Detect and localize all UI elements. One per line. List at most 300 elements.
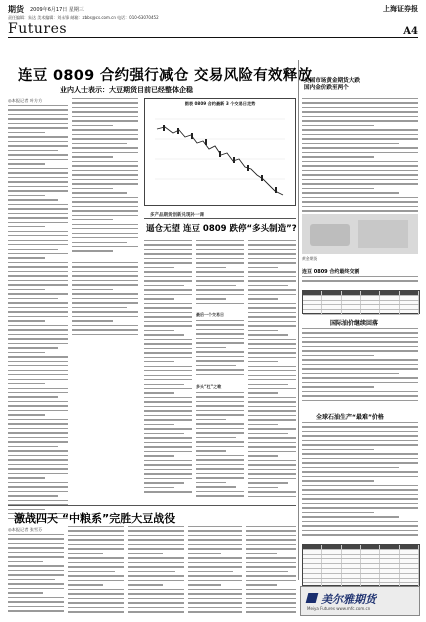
text-line: [302, 138, 418, 139]
text-line: [196, 276, 244, 277]
text-line: [196, 244, 244, 245]
text-line: [302, 368, 418, 369]
text-line: [248, 249, 296, 250]
text-line: [8, 477, 45, 478]
text-line: [246, 580, 296, 581]
table-cell: [361, 291, 380, 295]
table-cell: [380, 569, 399, 573]
text-line: [8, 235, 68, 236]
text-line: [128, 571, 175, 572]
text-line: [8, 226, 45, 227]
text-line: [8, 114, 68, 115]
middle-col-headline: 连豆 0809 合约最终交割: [302, 269, 360, 275]
text-line: [302, 431, 418, 432]
feature-col2c: [196, 392, 244, 502]
text-line: [8, 383, 45, 384]
text-line: [68, 566, 124, 567]
text-line: [302, 192, 399, 193]
text-line: [248, 415, 296, 416]
text-line: [302, 161, 418, 162]
page-number: A4: [403, 26, 418, 37]
table-cell: [322, 564, 341, 568]
text-line: [144, 406, 192, 407]
text-line: [302, 521, 418, 522]
text-line: [144, 249, 192, 250]
bottom-headline: 激战四天 “中粮系”完胜大豆战役: [14, 512, 176, 525]
text-line: [68, 557, 124, 558]
text-line: [196, 401, 244, 402]
text-line: [8, 570, 64, 571]
bottom-col4: [188, 526, 242, 618]
bottom-byline: ◎本报记者 张雪芬: [8, 527, 43, 532]
text-line: [8, 405, 68, 406]
text-line: [196, 347, 226, 348]
text-line: [248, 262, 296, 263]
text-line: [68, 580, 124, 581]
text-line: [8, 105, 68, 106]
table-cell: [380, 305, 399, 309]
feature-headline: 逼仓无望 连豆 0809 跌停“多头制造”?: [146, 224, 297, 234]
text-line: [72, 289, 113, 290]
text-line: [144, 464, 192, 465]
table-cell: [342, 579, 361, 583]
text-line: [196, 338, 244, 339]
lead-article-col2-cont: [72, 262, 138, 342]
table-cell: [361, 579, 380, 583]
text-line: [144, 433, 184, 434]
text-line: [144, 401, 192, 402]
text-line: [248, 285, 288, 286]
text-line: [302, 435, 418, 436]
feature-col2b: [196, 320, 244, 382]
table-cell: [380, 579, 399, 583]
text-line: [196, 455, 244, 456]
brand-logo-icon: [306, 593, 319, 603]
text-line: [72, 165, 138, 166]
text-line: [144, 478, 192, 479]
text-line: [8, 163, 45, 164]
text-line: [72, 210, 138, 211]
right-article-2: [302, 328, 418, 408]
table-cell: [342, 545, 361, 549]
text-line: [196, 441, 244, 442]
text-line: [72, 134, 138, 135]
text-line: [72, 302, 138, 303]
text-line: [8, 289, 45, 290]
text-line: [8, 432, 68, 433]
text-line: [8, 177, 68, 178]
text-line: [248, 455, 278, 456]
text-line: [72, 201, 138, 202]
text-line: [72, 224, 138, 225]
text-line: [196, 324, 244, 325]
bottom-col1: [8, 534, 64, 618]
text-line: [8, 199, 58, 200]
text-line: [72, 111, 138, 112]
table-cell: [303, 545, 322, 549]
table-cell: [342, 574, 361, 578]
table-cell: [322, 550, 341, 554]
text-line: [196, 459, 244, 460]
text-line: [246, 575, 296, 576]
table-cell: [361, 310, 380, 314]
text-line: [72, 293, 138, 294]
text-line: [72, 271, 138, 272]
text-line: [8, 284, 68, 285]
text-line: [248, 321, 296, 322]
table-cell: [303, 550, 322, 554]
text-line: [128, 539, 184, 540]
text-line: [196, 374, 244, 375]
text-line: [8, 253, 68, 254]
text-line: [8, 552, 64, 553]
text-line: [302, 206, 418, 207]
text-line: [302, 98, 418, 99]
text-line: [248, 271, 296, 272]
right-headline-3: 全球石油生产“最难”价格: [316, 414, 384, 421]
text-line: [246, 548, 296, 549]
text-line: [302, 386, 374, 387]
table-cell: [361, 550, 380, 554]
text-line: [8, 168, 68, 169]
text-line: [144, 469, 192, 470]
text-line: [144, 451, 192, 452]
text-line: [248, 339, 296, 340]
text-line: [8, 450, 68, 451]
text-line: [302, 426, 418, 427]
text-line: [196, 423, 244, 424]
text-line: [128, 553, 163, 554]
text-line: [196, 369, 244, 370]
text-line: [196, 333, 244, 334]
text-line: [8, 423, 68, 424]
text-line: [72, 152, 138, 153]
text-line: [8, 414, 45, 415]
text-line: [8, 262, 68, 263]
text-line: [72, 250, 113, 251]
text-line: [72, 161, 138, 162]
table-cell: [342, 301, 361, 305]
lead-headline: 连豆 0809 合约强行减仓 交易风险有效释放: [18, 68, 313, 84]
text-line: [196, 450, 226, 451]
text-line: [8, 370, 68, 371]
text-line: [248, 289, 296, 290]
table-cell: [342, 296, 361, 300]
text-line: [302, 129, 418, 130]
right-article-3: [302, 422, 418, 542]
text-line: [196, 320, 244, 321]
text-line: [144, 352, 192, 353]
editor-line: 责任编辑：朱达 美术编辑：刘永锋 邮箱：zbbs@cs.com.cn 电话：010-63070452: [8, 15, 159, 20]
text-line: [196, 405, 244, 406]
issue-date: 2009年6月17日 星期三: [30, 6, 84, 13]
text-line: [302, 494, 418, 495]
table-cell: [400, 301, 419, 305]
text-line: [302, 120, 418, 121]
text-line: [144, 375, 192, 376]
text-line: [196, 351, 244, 352]
right-article-1: [302, 98, 418, 216]
text-line: [144, 415, 192, 416]
text-line: [246, 593, 296, 594]
text-line: [302, 503, 418, 504]
text-line: [8, 222, 68, 223]
text-line: [248, 298, 278, 299]
text-line: [248, 303, 296, 304]
text-line: [8, 561, 43, 562]
text-line: [8, 123, 68, 124]
text-line: [8, 547, 64, 548]
text-line: [248, 276, 296, 277]
text-line: [248, 392, 278, 393]
text-line: [8, 379, 68, 380]
text-line: [188, 611, 242, 612]
text-line: [196, 491, 244, 492]
text-line: [144, 410, 192, 411]
text-line: [248, 460, 296, 461]
text-line: [248, 267, 278, 268]
text-line: [144, 424, 174, 425]
text-line: [144, 280, 192, 281]
text-line: [8, 141, 68, 142]
text-line: [196, 432, 244, 433]
text-line: [128, 580, 184, 581]
text-line: [8, 159, 68, 160]
text-line: [248, 406, 296, 407]
table-cell: [303, 564, 322, 568]
text-line: [144, 307, 192, 308]
text-line: [144, 253, 192, 254]
paper-name: 上海证券报: [383, 4, 418, 13]
text-line: [188, 557, 242, 558]
bottom-col3: [128, 526, 184, 618]
text-line: [8, 244, 68, 245]
text-line: [72, 325, 138, 326]
text-line: [144, 294, 192, 295]
text-line: [302, 337, 418, 338]
text-line: [68, 530, 124, 531]
text-line: [188, 607, 242, 608]
text-line: [8, 145, 68, 146]
text-line: [72, 275, 138, 276]
text-line: [302, 467, 399, 468]
text-line: [72, 147, 138, 148]
text-line: [8, 468, 68, 469]
text-line: [72, 188, 113, 189]
table-cell: [380, 555, 399, 559]
section-title-english: Futures: [8, 21, 68, 37]
text-line: [144, 271, 192, 272]
table-cell: [361, 296, 380, 300]
text-line: [8, 410, 68, 411]
text-line: [302, 156, 374, 157]
table-cell: [342, 305, 361, 309]
text-line: [128, 548, 184, 549]
text-line: [196, 428, 244, 429]
text-line: [196, 437, 236, 438]
text-line: [196, 258, 244, 259]
text-line: [144, 276, 192, 277]
text-line: [248, 433, 288, 434]
text-line: [72, 120, 138, 121]
section-name: 期货: [8, 4, 24, 14]
text-line: [144, 303, 192, 304]
text-line: [68, 548, 124, 549]
text-line: [8, 588, 64, 589]
table-cell: [342, 310, 361, 314]
text-line: [246, 553, 277, 554]
text-line: [8, 195, 45, 196]
table-cell: [303, 569, 322, 573]
text-line: [248, 491, 296, 492]
table-cell: [322, 301, 341, 305]
chart-title: 图表 0809 合约最新 3 个交易日走势: [184, 101, 256, 106]
text-line: [68, 584, 103, 585]
text-line: [8, 186, 68, 187]
table-cell: [380, 545, 399, 549]
text-line: [302, 476, 418, 477]
text-line: [248, 361, 278, 362]
text-line: [248, 244, 296, 245]
text-line: [8, 154, 68, 155]
table-cell: [322, 574, 341, 578]
text-line: [8, 302, 68, 303]
bottom-col5: [246, 526, 296, 618]
text-line: [8, 118, 68, 119]
text-line: [188, 566, 242, 567]
text-line: [68, 544, 124, 545]
text-line: [196, 294, 244, 295]
text-line: [248, 366, 296, 367]
text-line: [302, 395, 418, 396]
text-line: [8, 556, 64, 557]
advertisement[interactable]: [300, 586, 420, 616]
table-cell: [400, 559, 419, 563]
table-cell: [322, 296, 341, 300]
text-line: [196, 356, 244, 357]
text-line: [188, 553, 221, 554]
text-line: [128, 602, 184, 603]
text-line: [302, 444, 418, 445]
text-line: [72, 102, 138, 103]
text-line: [8, 334, 68, 335]
text-line: [302, 534, 418, 535]
text-line: [128, 575, 184, 576]
text-line: [248, 451, 296, 452]
table-cell: [342, 555, 361, 559]
table-cell: [303, 579, 322, 583]
table-cell: [400, 574, 419, 578]
text-line: [8, 482, 68, 483]
text-line: [8, 534, 64, 535]
text-line: [72, 170, 138, 171]
photo-caption: 黄金期货: [302, 256, 318, 261]
ad-subtext: Meiya Futures www.mfc.com.cn: [307, 606, 371, 611]
text-line: [246, 535, 296, 536]
table-cell: [303, 559, 322, 563]
table-cell: [361, 305, 380, 309]
text-line: [196, 473, 244, 474]
ad-logo-text: 美尔雅期货: [321, 593, 376, 606]
text-line: [302, 471, 418, 472]
text-line: [72, 298, 138, 299]
text-line: [8, 491, 68, 492]
text-line: [248, 401, 296, 402]
table-cell: [322, 310, 341, 314]
table-cell: [361, 545, 380, 549]
text-line: [302, 346, 418, 347]
text-line: [8, 172, 68, 173]
text-line: [8, 495, 58, 496]
text-line: [188, 593, 242, 594]
text-line: [302, 170, 418, 171]
text-line: [72, 215, 138, 216]
text-line: [144, 357, 192, 358]
text-line: [68, 593, 124, 594]
text-line: [196, 298, 226, 299]
text-line: [8, 240, 68, 241]
table-cell: [380, 291, 399, 295]
table-cell: [322, 305, 341, 309]
text-line: [196, 249, 244, 250]
table-cell: [361, 559, 380, 563]
text-line: [128, 598, 184, 599]
text-line: [302, 440, 418, 441]
text-line: [8, 428, 68, 429]
table-cell: [400, 569, 419, 573]
text-line: [196, 285, 236, 286]
text-line: [302, 183, 418, 184]
chart-canvas: [145, 99, 295, 205]
table-cell: [322, 555, 341, 559]
text-line: [302, 453, 418, 454]
text-line: [248, 437, 296, 438]
table-cell: [342, 564, 361, 568]
text-line: [196, 468, 244, 469]
table-cell: [361, 564, 380, 568]
text-line: [246, 589, 296, 590]
text-line: [196, 253, 244, 254]
text-line: [144, 258, 192, 259]
text-line: [8, 329, 68, 330]
text-line: [8, 486, 68, 487]
text-line: [8, 325, 68, 326]
text-line: [302, 350, 418, 351]
text-line: [144, 460, 192, 461]
text-line: [248, 325, 296, 326]
text-line: [72, 125, 113, 126]
text-line: [144, 325, 192, 326]
text-line: [68, 553, 103, 554]
table-cell: [380, 550, 399, 554]
text-line: [8, 574, 64, 575]
text-line: [248, 379, 296, 380]
text-line: [248, 473, 296, 474]
text-line: [188, 562, 242, 563]
text-line: [196, 240, 244, 241]
text-line: [8, 601, 64, 602]
text-line: [302, 276, 418, 277]
text-line: [8, 257, 45, 258]
text-line: [188, 575, 242, 576]
table-cell: [380, 574, 399, 578]
text-line: [72, 116, 138, 117]
text-line: [196, 410, 244, 411]
text-line: [8, 217, 68, 218]
text-line: [188, 530, 242, 531]
text-line: [302, 179, 418, 180]
text-line: [72, 98, 138, 99]
